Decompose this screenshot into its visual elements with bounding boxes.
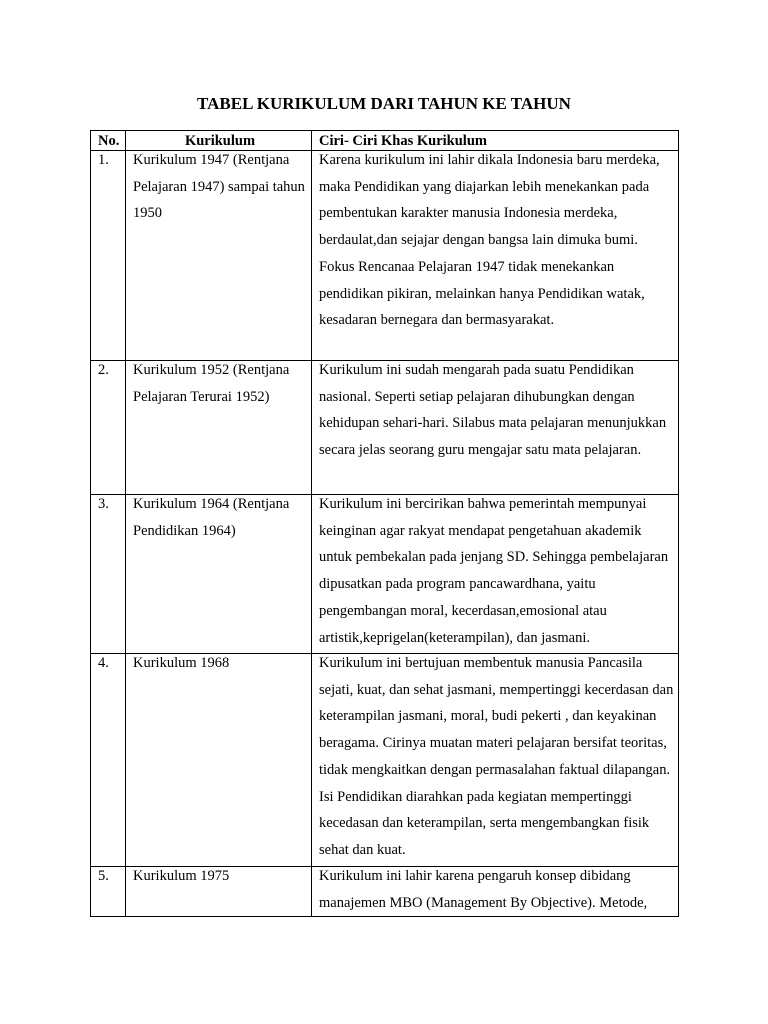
kurikulum-cell [126, 361, 312, 495]
table-row [91, 495, 679, 654]
table-row [91, 654, 679, 867]
document-title: TABEL KURIKULUM DARI TAHUN KE TAHUN [197, 94, 571, 113]
kurikulum-cell [126, 151, 312, 361]
row-number: 3. [98, 496, 109, 512]
table-row [91, 867, 679, 917]
table-row [91, 361, 679, 495]
row-number-cell [91, 495, 126, 654]
row-number-cell [91, 867, 126, 917]
row-number-cell [91, 361, 126, 495]
ciri-description: Kurikulum ini sudah mengarah pada suatu Pendidikan nasional. Seperti setiap pelajaran dihubungkan dengan kehidupan sehari-hari. Silabus mata pelajaran menunjukkan secara jelas seorang guru mengajar satu mata pelajaran. [319, 362, 667, 459]
table-row [91, 151, 679, 361]
row-number: 4. [98, 655, 109, 671]
kurikulum-name: Kurikulum 1964 (Rentjana Pendidikan 1964) [133, 496, 290, 539]
kurikulum-name: Kurikulum 1952 (Rentjana Pelajaran Terurai 1952) [133, 362, 290, 405]
ciri-cell [312, 495, 679, 654]
ciri-description: Kurikulum ini lahir karena pengaruh konsep dibidang manajemen MBO (Management By Objective). Metode, [319, 868, 648, 911]
kurikulum-name: Kurikulum 1975 [133, 868, 230, 884]
header-no: No. [91, 131, 126, 151]
ciri-description: Kurikulum ini bercirikan bahwa pemerintah mempunyai keinginan agar rakyat mendapat pengetahuan akademik untuk pembekalan pada jenjang SD. Sehingga pembelajaran dipusatkan pada program pancawardhana, yaitu pengembangan moral, kecerdasan,emosional atau artistik,keprigelan(keterampilan), dan jasmani. [319, 496, 669, 646]
ciri-description: Kurikulum ini bertujuan membentuk manusia Pancasila sejati, kuat, dan sehat jasmani, mempertinggi kecerdasan dan keterampilan jasmani, moral, budi pekerti , dan keyakinan beragama. Cirinya muatan materi pelajaran bersifat teoritas, tidak mengkaitkan dengan permasalahan faktual dilapangan. Isi Pendidikan diarahkan pada kegiatan mempertinggi kecedasan dan keterampilan, serta mengembangkan fisik sehat dan kuat. [319, 655, 674, 858]
row-number: 5. [98, 868, 109, 884]
kurikulum-cell [126, 654, 312, 867]
curriculum-table [90, 130, 679, 917]
header-ciri: Ciri- Ciri Khas Kurikulum [312, 131, 679, 151]
kurikulum-cell [126, 867, 312, 917]
header-kurikulum: Kurikulum [126, 131, 312, 151]
ciri-cell [312, 151, 679, 361]
ciri-description: Karena kurikulum ini lahir dikala Indonesia baru merdeka, maka Pendidikan yang diajarkan lebih menekankan pada pembentukan karakter manusia Indonesia merdeka, berdaulat,dan sejajar dengan bangsa lain dimuka bumi. Fokus Rencanaa Pelajaran 1947 tidak menekankan pendidikan pikiran, melainkan hanya Pendidikan watak, kesadaran bernegara dan bermasyarakat. [319, 152, 660, 329]
kurikulum-cell [126, 495, 312, 654]
row-number: 2. [98, 362, 109, 378]
kurikulum-name: Kurikulum 1947 (Rentjana Pelajaran 1947) sampai tahun 1950 [133, 152, 305, 222]
ciri-cell [312, 361, 679, 495]
ciri-cell [312, 867, 679, 917]
kurikulum-name: Kurikulum 1968 [133, 655, 230, 671]
row-number-cell [91, 151, 126, 361]
row-number-cell [91, 654, 126, 867]
ciri-cell [312, 654, 679, 867]
row-number: 1. [98, 152, 109, 168]
